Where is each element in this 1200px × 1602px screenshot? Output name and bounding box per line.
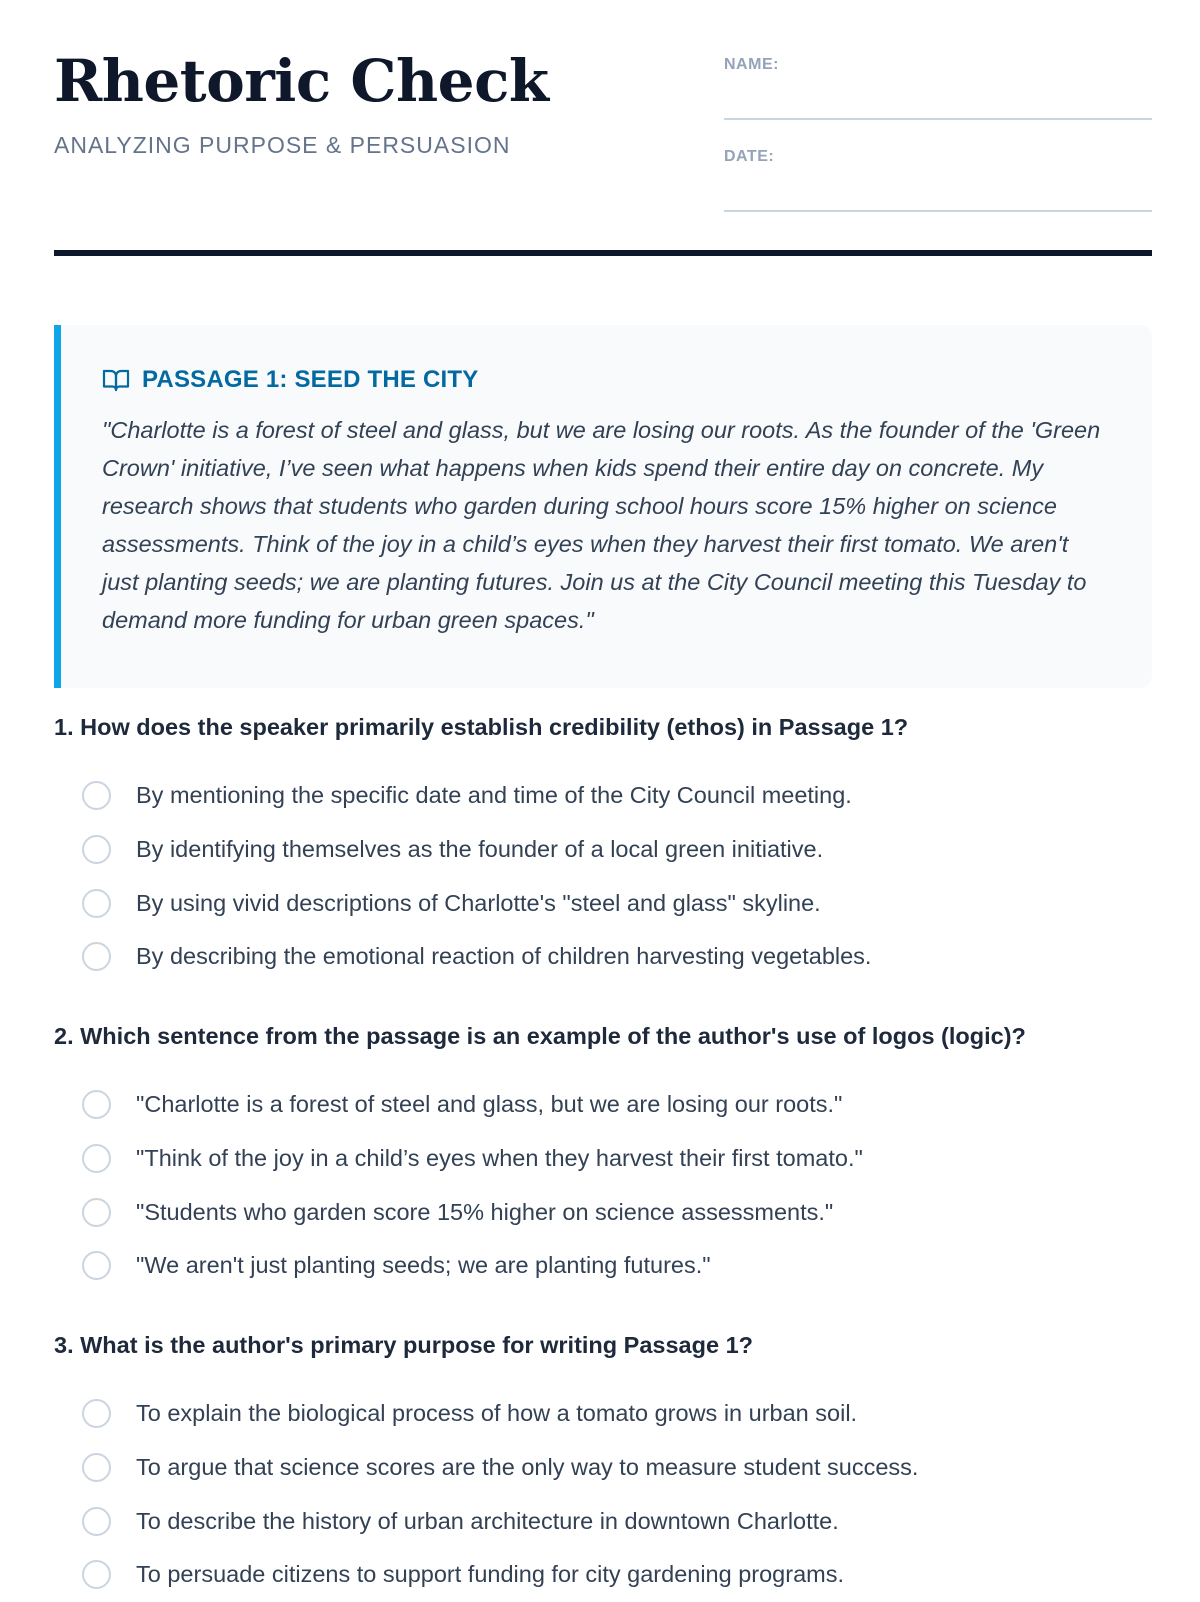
radio-button[interactable]: [82, 1399, 111, 1428]
passage-header: [102, 365, 1104, 395]
answer-option-label: To explain the biological process of how a tomato grows in urban soil.: [136, 1400, 858, 1427]
book-open-icon: [102, 368, 130, 392]
passage-box: [54, 325, 1152, 688]
worksheet-subtitle: ANALYZING PURPOSE & PERSUASION: [54, 132, 511, 158]
radio-button[interactable]: [82, 942, 111, 971]
radio-button[interactable]: [82, 835, 111, 864]
worksheet-page: [54, 0, 1152, 1588]
question-2-text: 2. Which sentence from the passage is an example of the author's use of logos (logic)?: [54, 1023, 1026, 1049]
radio-button[interactable]: [82, 1090, 111, 1119]
answer-option[interactable]: [54, 1441, 1152, 1495]
answer-option[interactable]: [54, 1387, 1152, 1441]
radio-button[interactable]: [82, 1507, 111, 1536]
answer-option-label: By identifying themselves as the founder of a local green initiative.: [136, 836, 824, 863]
answer-option-label: To describe the history of urban architecture in downtown Charlotte.: [136, 1507, 839, 1534]
answer-option[interactable]: [54, 1239, 1152, 1293]
radio-button[interactable]: [82, 781, 111, 810]
answer-option-label: To persuade citizens to support funding for city gardening programs.: [136, 1561, 845, 1588]
radio-button[interactable]: [82, 1453, 111, 1482]
answer-option[interactable]: [54, 1494, 1152, 1548]
answer-option[interactable]: [54, 876, 1152, 930]
date-field[interactable]: [724, 148, 1152, 240]
answer-option[interactable]: [54, 769, 1152, 823]
answer-option[interactable]: [54, 823, 1152, 877]
name-field[interactable]: [724, 56, 1152, 148]
date-field-label: DATE:: [724, 148, 775, 165]
worksheet-header: [54, 0, 1152, 258]
header-divider: [54, 250, 1152, 256]
question-1-text: 1. How does the speaker primarily establish credibility (ethos) in Passage 1?: [54, 714, 909, 740]
question-3-text: 3. What is the author's primary purpose for writing Passage 1?: [54, 1332, 753, 1358]
answer-option-label: "Think of the joy in a child’s eyes when they harvest their first tomato.": [136, 1145, 863, 1172]
answer-option-label: "We aren't just planting seeds; we are planting futures.": [136, 1252, 711, 1279]
answer-option-label: To argue that science scores are the only way to measure student success.: [136, 1454, 919, 1481]
radio-button[interactable]: [82, 1251, 111, 1280]
name-field-line[interactable]: [724, 118, 1152, 120]
student-info-fields: [724, 56, 1152, 240]
question-3-options: [54, 1387, 1152, 1602]
answer-option-label: "Students who garden score 15% higher on science assessments.": [136, 1198, 834, 1225]
date-field-line[interactable]: [724, 210, 1152, 212]
question-2: [54, 1019, 1152, 1293]
passage-title: PASSAGE 1: SEED THE CITY: [142, 366, 479, 393]
radio-button[interactable]: [82, 889, 111, 918]
question-1: [54, 710, 1152, 984]
question-3: [54, 1328, 1152, 1602]
answer-option[interactable]: [54, 1132, 1152, 1186]
answer-option[interactable]: [54, 1548, 1152, 1602]
answer-option-label: By using vivid descriptions of Charlotte's "steel and glass" skyline.: [136, 889, 821, 916]
radio-button[interactable]: [82, 1560, 111, 1589]
radio-button[interactable]: [82, 1144, 111, 1173]
passage-text: "Charlotte is a forest of steel and glass, but we are losing our roots. As the founder of the 'Green Crown' initiative, I’ve seen what happens when kids spend their entire day on concrete. My research shows that students who garden during school hours score 15% higher on science assessments. Think of the joy in a child’s eyes when they harvest their first tomato. We aren't just planting seeds; we are planting futures. Join us at the City Council meeting this Tuesday to demand more funding for urban green spaces.": [102, 417, 1101, 633]
worksheet-title: Rhetoric Check: [54, 47, 549, 115]
answer-option[interactable]: [54, 930, 1152, 984]
answer-option-label: By describing the emotional reaction of children harvesting vegetables.: [136, 943, 872, 970]
answer-option[interactable]: [54, 1078, 1152, 1132]
question-1-options: [54, 769, 1152, 984]
answer-option[interactable]: [54, 1185, 1152, 1239]
answer-option-label: "Charlotte is a forest of steel and glass, but we are losing our roots.": [136, 1091, 843, 1118]
radio-button[interactable]: [82, 1198, 111, 1227]
name-field-label: NAME:: [724, 56, 779, 73]
answer-option-label: By mentioning the specific date and time of the City Council meeting.: [136, 782, 852, 809]
question-2-options: [54, 1078, 1152, 1293]
